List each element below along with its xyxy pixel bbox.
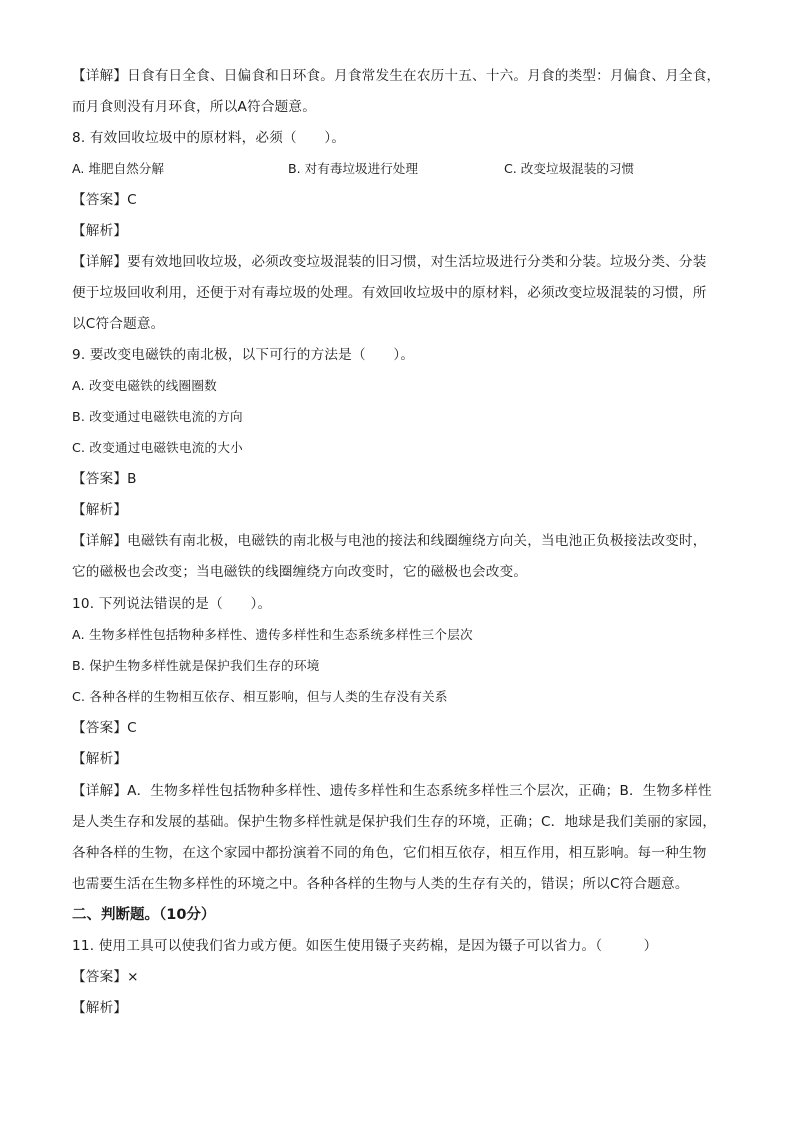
q10-explanation-line-1: 【详解】A．生物多样性包括物种多样性、遗传多样性和生态系统多样性三个层次，正确；B．生物多样性 <box>72 783 712 799</box>
q10-explanation-line-4: 也需要生活在生物多样性的环境之中。各种各样的生物与人类的生存有关的，错误；所以C符合题意。 <box>72 876 689 892</box>
q9-analysis-label: 【解析】 <box>72 502 128 518</box>
q10-analysis-label: 【解析】 <box>72 751 128 767</box>
q8-explanation-line-1: 【详解】要有效地回收垃圾，必须改变垃圾混装的旧习惯，对生活垃圾进行分类和分装。垃圾分类、分装 <box>72 254 707 270</box>
q10-option-b: B. 保护生物多样性就是保护我们生存的环境 <box>72 658 320 673</box>
q8-option-b: B. 对有毒垃圾进行处理 <box>288 161 418 176</box>
q10-option-c: C. 各种各样的生物相互依存、相互影响，但与人类的生存没有关系 <box>72 689 448 704</box>
section-heading-judgement: 二、判断题。（10分） <box>72 907 216 923</box>
q10-explanation-line-3: 各种各样的生物，在这个家园中都扮演着不同的角色，它们相互依存，相互作用，相互影响。每一种生物 <box>72 845 707 861</box>
q7-explanation-line-1: 【详解】日食有日全食、日偏食和日环食。月食常发生在农历十五、十六。月食的类型：月偏食、月全食， <box>72 68 721 84</box>
q9-explanation-line-2: 它的磁极也会改变；当电磁铁的线圈缠绕方向改变时，它的磁极也会改变。 <box>72 564 528 580</box>
q8-answer: 【答案】C <box>72 192 137 208</box>
q9-option-c: C. 改变通过电磁铁电流的大小 <box>72 440 243 455</box>
q10-explanation-line-2: 是人类生存和发展的基础。保护生物多样性就是保护我们生存的环境，正确；C．地球是我们美丽的家园， <box>72 814 717 830</box>
q9-option-a: A. 改变电磁铁的线圈圈数 <box>72 378 217 393</box>
q9-explanation-line-1: 【详解】电磁铁有南北极，电磁铁的南北极与电池的接法和线圈缠绕方向关，当电池正负极接法改变时， <box>72 533 707 549</box>
q10-question: 10. 下列说法错误的是（ ）。 <box>72 596 272 612</box>
q10-answer: 【答案】C <box>72 720 137 736</box>
q9-option-b: B. 改变通过电磁铁电流的方向 <box>72 409 243 424</box>
q9-answer: 【答案】B <box>72 471 137 487</box>
q7-explanation-line-2: 而月食则没有月环食，所以A符合题意。 <box>72 99 316 115</box>
q8-option-c: C. 改变垃圾混装的习惯 <box>504 161 635 176</box>
q8-option-a: A. 堆肥自然分解 <box>72 161 164 176</box>
q8-question: 8. 有效回收垃圾中的原材料，必须（ ）。 <box>72 130 346 146</box>
q8-analysis-label: 【解析】 <box>72 223 128 239</box>
q8-explanation-line-3: 以C符合题意。 <box>72 316 165 332</box>
q8-explanation-line-2: 便于垃圾回收利用，还便于对有毒垃圾的处理。有效回收垃圾中的原材料，必须改变垃圾混装的习惯，所 <box>72 285 707 301</box>
q11-question: 11. 使用工具可以使我们省力或方便。如医生使用镊子夹药棉，是因为镊子可以省力。（ ） <box>72 938 658 954</box>
q9-question: 9. 要改变电磁铁的南北极，以下可行的方法是（ ）。 <box>72 347 415 363</box>
q10-option-a: A. 生物多样性包括物种多样性、遗传多样性和生态系统多样性三个层次 <box>72 627 473 642</box>
q11-answer: 【答案】× <box>72 969 139 985</box>
q11-analysis-label: 【解析】 <box>72 1000 128 1016</box>
